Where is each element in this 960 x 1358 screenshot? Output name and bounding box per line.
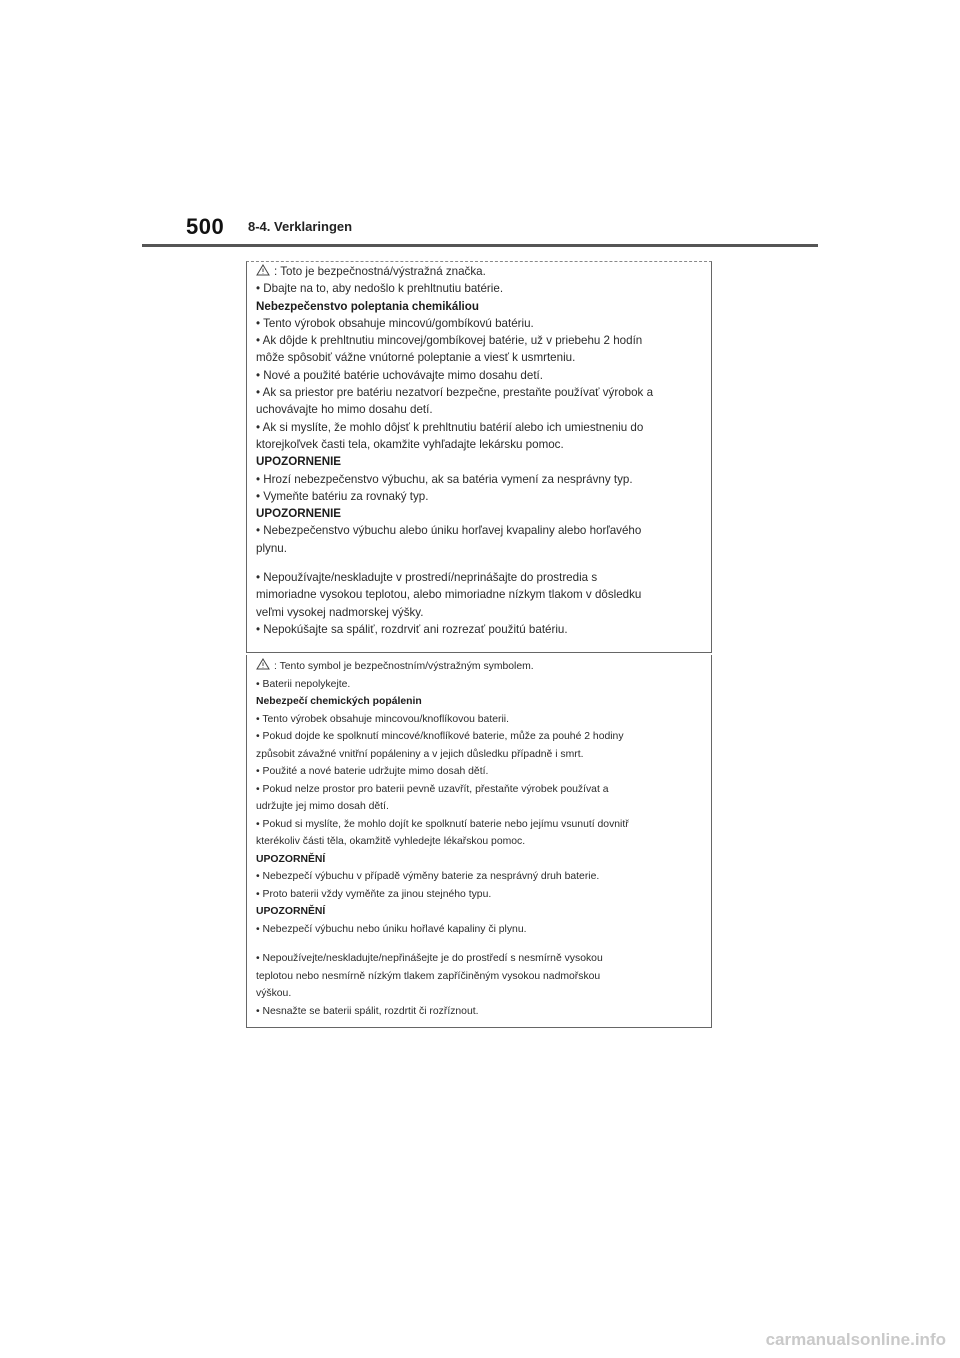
slovak-warning-text [256, 263, 702, 638]
slovak-line-text: • Nepokúšajte sa spáliť, rozdrviť ani rozrezať použitú batériu. [256, 622, 568, 636]
slovak-line [256, 436, 702, 453]
slovak-line-text: • Dbajte na to, aby nedošlo k prehltnutiu batérie. [256, 282, 504, 296]
slovak-line-text: ktorejkoľvek časti tela, okamžite vyhľadajte lekársku pomoc. [256, 437, 564, 451]
czech-symbol-line [256, 658, 702, 676]
slovak-symbol-line [256, 263, 702, 280]
slovak-line-text: veľmi vysokej nadmorskej výšky. [256, 605, 424, 619]
czech-line-text: • Nebezpečí výbuchu v případě výměny baterie za nesprávný druh baterie. [256, 871, 600, 882]
czech-line [256, 763, 702, 781]
czech-line [256, 968, 702, 986]
czech-line [256, 798, 702, 816]
czech-line-text: UPOZORNĚNÍ [256, 853, 326, 865]
czech-line [256, 833, 702, 851]
slovak-heading [256, 453, 702, 470]
czech-warning-text [256, 658, 702, 1020]
slovak-line [256, 604, 702, 621]
warning-triangle-icon [256, 264, 270, 276]
czech-line [256, 746, 702, 764]
slovak-line-text: môže spôsobiť vážne vnútorné poleptanie a viesť k usmrteniu. [256, 351, 576, 365]
slovak-line-text: • Nebezpečenstvo výbuchu alebo úniku horľavej kvapaliny alebo horľavého [256, 524, 642, 538]
czech-line-text: • Pokud nelze prostor pro baterii pevně uzavřít, přestaňte výrobek používat a [256, 783, 609, 795]
slovak-line [256, 419, 702, 436]
slovak-heading [256, 298, 702, 315]
czech-line-text: Nebezpečí chemických popálenin [256, 696, 422, 707]
czech-heading [256, 851, 702, 869]
slovak-line [256, 332, 702, 349]
czech-heading [256, 693, 702, 711]
slovak-line-text: • Nepoužívajte/neskladujte v prostredí/neprinášajte do prostredia s [256, 571, 598, 585]
slovak-line-text: • Ak sa priestor pre batériu nezatvorí bezpečne, prestaňte používať výrobok a [256, 386, 654, 400]
slovak-line [256, 280, 702, 297]
czech-line [256, 728, 702, 746]
czech-line [256, 1003, 702, 1021]
slovak-line [256, 621, 702, 638]
slovak-line-text: mimoriadne vysokou teplotou, alebo mimoriadne nízkym tlakom v dôsledku [256, 588, 642, 602]
slovak-line-text: UPOZORNENIE [256, 455, 342, 469]
czech-line [256, 886, 702, 904]
warning-triangle-icon [256, 658, 270, 670]
slovak-line-text: plynu. [256, 541, 287, 555]
slovak-line-text: • Nové a použité batérie uchovávajte mimo dosahu detí. [256, 368, 543, 382]
czech-line-text: • Tento výrobek obsahuje mincovou/knoflíkovou baterii. [256, 713, 509, 725]
czech-line-text: výškou. [256, 988, 292, 999]
slovak-line-text: • Vymeňte batériu za rovnaký typ. [256, 489, 429, 503]
czech-line-text: udržujte jej mimo dosah dětí. [256, 801, 389, 812]
czech-line [256, 868, 702, 886]
czech-line-text: • Použité a nové baterie udržujte mimo dosah dětí. [256, 766, 489, 777]
slovak-heading [256, 505, 702, 522]
slovak-line [256, 586, 702, 603]
czech-line-text: • Proto baterii vždy vyměňte za jinou stejného typu. [256, 888, 492, 900]
slovak-line [256, 315, 702, 332]
czech-line [256, 985, 702, 1003]
slovak-line [256, 384, 702, 401]
slovak-line [256, 569, 702, 586]
slovak-line-text: • Tento výrobok obsahuje mincovú/gombíkovú batériu. [256, 316, 534, 330]
czech-line-text: teplotou nebo nesmírně nízkým tlakem zapříčiněným vysokou nadmořskou [256, 970, 601, 982]
page-number: 500 [186, 214, 225, 239]
czech-line [256, 816, 702, 834]
slovak-line [256, 522, 702, 539]
czech-line-text: kterékoliv části těla, okamžitě vyhledejte lékařskou pomoc. [256, 836, 526, 847]
czech-line [256, 781, 702, 799]
czech-line [256, 676, 702, 694]
czech-line-text: • Nesnažte se baterii spálit, rozdrtit či rozříznout. [256, 1005, 479, 1017]
czech-line [256, 950, 702, 968]
czech-line-text: • Nebezpečí výbuchu nebo úniku hořlavé kapaliny či plynu. [256, 923, 527, 935]
czech-line [256, 921, 702, 939]
czech-line [256, 711, 702, 729]
slovak-line-text: Nebezpečenstvo poleptania chemikáliou [256, 299, 479, 313]
czech-line-text: způsobit závažné vnitřní popáleniny a v jejich důsledku případně i smrt. [256, 748, 584, 760]
czech-line-text: • Nepoužívejte/neskladujte/nepřinášejte je do prostředí s nesmírně vysokou [256, 953, 603, 964]
slovak-line [256, 557, 702, 569]
header-divider [142, 244, 818, 247]
czech-line-text: • Baterii nepolykejte. [256, 678, 351, 690]
slovak-line-text: : Toto je bezpečnostná/výstražná značka. [274, 265, 486, 278]
slovak-line [256, 367, 702, 384]
czech-line-text: • Pokud si myslíte, že mohlo dojít ke spolknutí baterie nebo jejímu vsunutí dovnitř [256, 818, 629, 830]
section-title: 8-4. Verklaringen [248, 219, 353, 234]
czech-heading [256, 903, 702, 921]
slovak-line [256, 349, 702, 366]
site-watermark: carmanualsonline.info [765, 1330, 946, 1349]
czech-line [256, 938, 702, 950]
czech-line-text: UPOZORNĚNÍ [256, 906, 326, 917]
slovak-line [256, 471, 702, 488]
slovak-line-text: UPOZORNENIE [256, 507, 342, 521]
slovak-line-text: • Ak si myslíte, že mohlo dôjsť k prehltnutiu batérií alebo ich umiestneniu do [256, 420, 644, 434]
czech-line-text: • Pokud dojde ke spolknutí mincové/knoflíkové baterie, může za pouhé 2 hodiny [256, 731, 624, 742]
czech-line-text: : Tento symbol je bezpečnostním/výstražným symbolem. [274, 661, 534, 672]
slovak-line-text: • Hrozí nebezpečenstvo výbuchu, ak sa batéria vymení za nesprávny typ. [256, 472, 633, 486]
slovak-line [256, 488, 702, 505]
slovak-line-text: • Ak dôjde k prehltnutiu mincovej/gombíkovej batérie, už v priebehu 2 hodín [256, 334, 643, 348]
slovak-line [256, 540, 702, 557]
slovak-line [256, 401, 702, 418]
slovak-line-text: uchovávajte ho mimo dosahu detí. [256, 403, 433, 417]
